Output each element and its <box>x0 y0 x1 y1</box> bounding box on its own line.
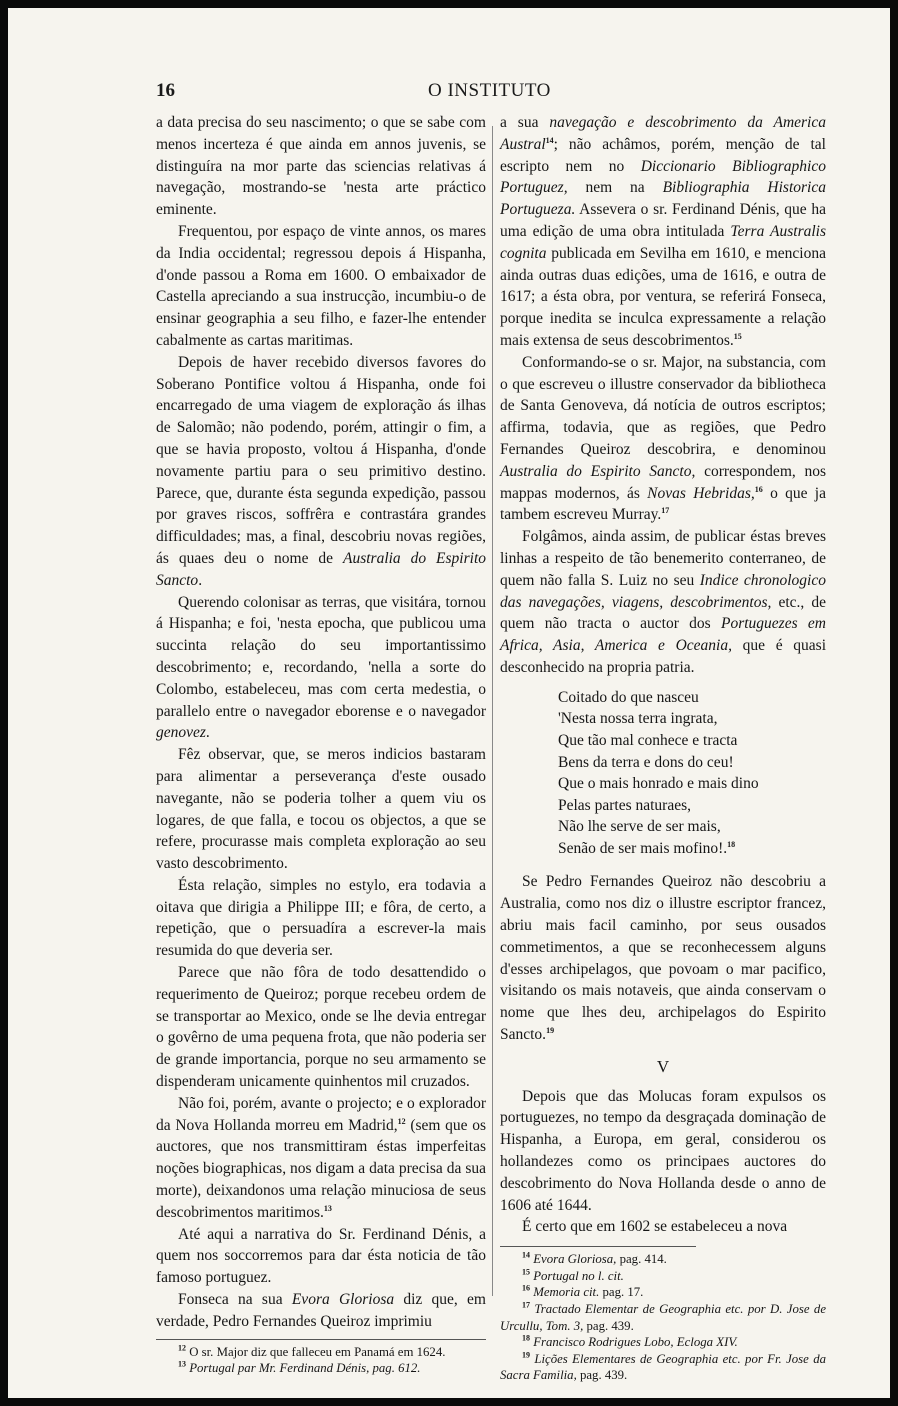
footnote: $^{16}$ Memoria cit. pag. 17. <box>522 1284 644 1300</box>
verse-line: Coitado do que nasceu <box>558 688 699 706</box>
footnote-ref: 17 <box>661 506 670 516</box>
paragraph: Se Pedro Fernandes Queiroz não descobriu a Australia, como nos diz o illustre escriptor francez, abriu mais facil caminho, por seus ousados commetimentos, a que se reconhecessem alguns d'esses archipelagos, que povoam o mar pacifico, visitando os mais notaveis, que ainda conservam o nome que lhes deu, archipelagos do Espirito Sancto.$^{19}$ <box>500 873 826 1044</box>
verse-line: Que tão mal conhece e tracta <box>558 731 738 749</box>
paragraph: a data precisa do seu nascimento; o que se sabe com menos incerteza é que ainda em annos juvenis, se distinguíra na mor parte das sciencias relativas á navegação, mostrando-se 'nesta arte práctico eminente. <box>156 114 486 219</box>
footnote-ref: 18 <box>727 839 736 849</box>
paragraph: Folgâmos, ainda assim, de publicar éstas breves linhas a respeito de tão benemerito conterraneo, de quem não falla S. Luiz no seu Indice chronologico das navegações, viagens, descobrimentos, etc., de quem não tracta o auctor dos Portuguezes em Africa, Asia, America e Oceania, que é quasi desconhecido na propria patria. <box>500 528 826 676</box>
paragraph: Fêz observar, que, se meros indicios bastaram para alimentar a perseverança d'este ousado navegante, não se poderia tolher a quem viu os logares, de que falla, e tocou os objectos, a que se refere, procurasse mais completa exploração ao seu vasto descobrimento. <box>156 746 486 873</box>
paragraph: Ésta relação, simples no estylo, era todavia a oitava que dirigia a Philippe III; e fôra, de certo, a repetição, que o persuadíra a escrever-la mais resumida do que deveria ser. <box>156 876 486 960</box>
footnote-ref: 16 <box>754 484 763 494</box>
paragraph: É certo que em 1602 se estabeleceu a nova <box>522 1218 788 1236</box>
paragraph: a sua navegação e descobrimento da America Austral$^{14}$; não achâmos, porém, menção de tal escripto nem no Diccionario Bibliographico Portuguez, nem na Bibliographia Historica Portugueza. Assevera o sr. Ferdinand Dénis, que ha uma edição de uma obra intitulada Terra Australis cognita publicada em Sevilha em 1610, e menciona ainda outras duas edições, uma de 1616, e outra de 1617; a ésta obra, por ventura, se referirá Fonseca, porque inedita se inculca expressamente a relação mais extensa de seus descobrimentos.$^{15}$ <box>500 114 826 349</box>
footnote: $^{14}$ Evora Gloriosa, pag. 414. <box>522 1250 667 1267</box>
page-number: 16 <box>156 80 175 101</box>
verse-line: Que o mais honrado e mais dino <box>558 775 759 793</box>
footnote: $^{13}$ Portugal par Mr. Ferdinand Dénis, pag. 612. <box>178 1359 421 1376</box>
right-column <box>500 112 826 1384</box>
paragraph: Querendo colonisar as terras, que visitára, tornou á Hispanha; e foi, 'nesta epocha, que publicou uma succinta relação do seu importantissimo descobrimento; e, recordando, 'nella a sorte do Colombo, estabeleceu, mas com certa medestia, o parallelo entre o navegador eborense e o navegador genovez. <box>156 593 486 742</box>
paragraph: Parece que não fôra de todo desattendido o requerimento de Queiroz; porque recebeu ordem de se transportar ao Mexico, onde se lhe devia entregar o govêrno de uma pequena frota, que não poderia ser de grande importancia, porque no seu armamento se dispenderam unicamente quinhentos mil cruzados. <box>156 964 486 1091</box>
footnote: $^{18}$ Francisco Rodrigues Lobo, Ecloga XIV. <box>522 1333 738 1350</box>
footnote: $^{12}$ O sr. Major diz que falleceu em Panamá em 1624. <box>178 1343 446 1359</box>
footnote-ref: 19 <box>546 1025 555 1035</box>
footnote-separator <box>156 1339 486 1340</box>
verse-line: Bens da terra e dons do ceu! <box>558 753 734 771</box>
footnote: $^{17}$ Tractado Elementar de Geographia etc. por D. Jose de Urcullu, Tom. 3, pag. 439. <box>500 1300 827 1333</box>
column-divider <box>492 126 493 1296</box>
paragraph: Frequentou, por espaço de vinte annos, os mares da India occidental; regressou depois á Hispanha, d'onde passou a Roma em 1600. O embaixador de Castella apreciando a sua instrucção, incumbiu-o de ensinar geographia a seu filho, e fazer-lhe entender cabalmente as cartas maritimas. <box>156 222 486 349</box>
footnote-ref: 12 <box>397 1116 406 1126</box>
verse-line: Não lhe serve de ser mais, <box>558 818 721 836</box>
verse-block <box>558 687 826 860</box>
verse-line: 'Nesta nossa terra ingrata, <box>558 710 718 728</box>
footnote-separator <box>500 1246 696 1247</box>
running-title: O INSTITUTO <box>428 80 551 101</box>
footnote-ref: 15 <box>733 331 742 341</box>
paragraph: Até aqui a narrativa do Sr. Ferdinand Dénis, a quem nos soccorremos para dar ésta noticia de tão famoso portuguez. <box>156 1225 486 1287</box>
section-heading: V <box>656 1056 670 1076</box>
footnote-ref: 14 <box>545 135 554 145</box>
paragraph: Conformando-se o sr. Major, na substancia, com o que escreveu o illustre conservador da bibliotheca de Santa Genoveva, dá notícia de outros escriptos; affirma, todavia, que as regiões, que Pedro Fernandes Queiroz descobrira, e denominou Australia do Espirito Sancto, correspondem, nos mappas modernos, ás Novas Hebridas,$^{16}$ o que ja tambem escreveu Murray.$^{17}$ <box>500 353 826 524</box>
verse-line: Senão de ser mais mofino!.$^{18}$ <box>558 839 736 857</box>
footnotes <box>500 1246 826 1384</box>
paragraph: Fonseca na sua Evora Gloriosa diz que, em verdade, Pedro Fernandes Queiroz imprimiu <box>156 1291 486 1330</box>
footnote: $^{15}$ Portugal no l. cit. <box>522 1267 624 1283</box>
paragraph: Depois que das Molucas foram expulsos os portuguezes, no tempo da desgraçada dominação de Hispanha, a Europa, em geral, considerou os hollandezes como os principaes auctores do descobrimento do Nova Hollanda desde o anno de 1606 até 1644. <box>500 1087 826 1214</box>
paragraph: Depois de haver recebido diversos favores do Soberano Pontifice voltou á Hispanha, onde foi encarregado de uma viagem de exploração ás ilhas de Salomão; não podendo, porém, attingir o fim, a que se havia proposto, voltou á Hispanha, d'onde novamente partiu para o seu primitivo destino. Parece, que, durante ésta segunda expedição, passou por graves riscos, soffrêra e contrastára grandes difficuldades; mas, a final, descobriu novas regiões, ás quaes deu o nome de Australia do Espirito Sancto. <box>156 353 486 589</box>
scanned-page <box>8 8 890 1398</box>
footnote: $^{19}$ Lições Elementares de Geographia etc. por Fr. Jose da Sacra Familia, pag. 439. <box>500 1350 826 1383</box>
paragraph: Não foi, porém, avante o projecto; e o explorador da Nova Hollanda morreu em Madrid,$^{12}$ (sem que os auctores, que nos transmittiram éstas imperfeitas noções biographicas, nos digam a data precisa da sua morte), deixandonos uma relação minuciosa de seus descobrimentos maritimos.$^{13}$ <box>156 1094 487 1221</box>
verse-line: Pelas partes naturaes, <box>558 796 691 814</box>
left-column <box>156 112 486 1377</box>
footnote-ref: 13 <box>323 1203 332 1213</box>
page-header <box>156 80 824 104</box>
